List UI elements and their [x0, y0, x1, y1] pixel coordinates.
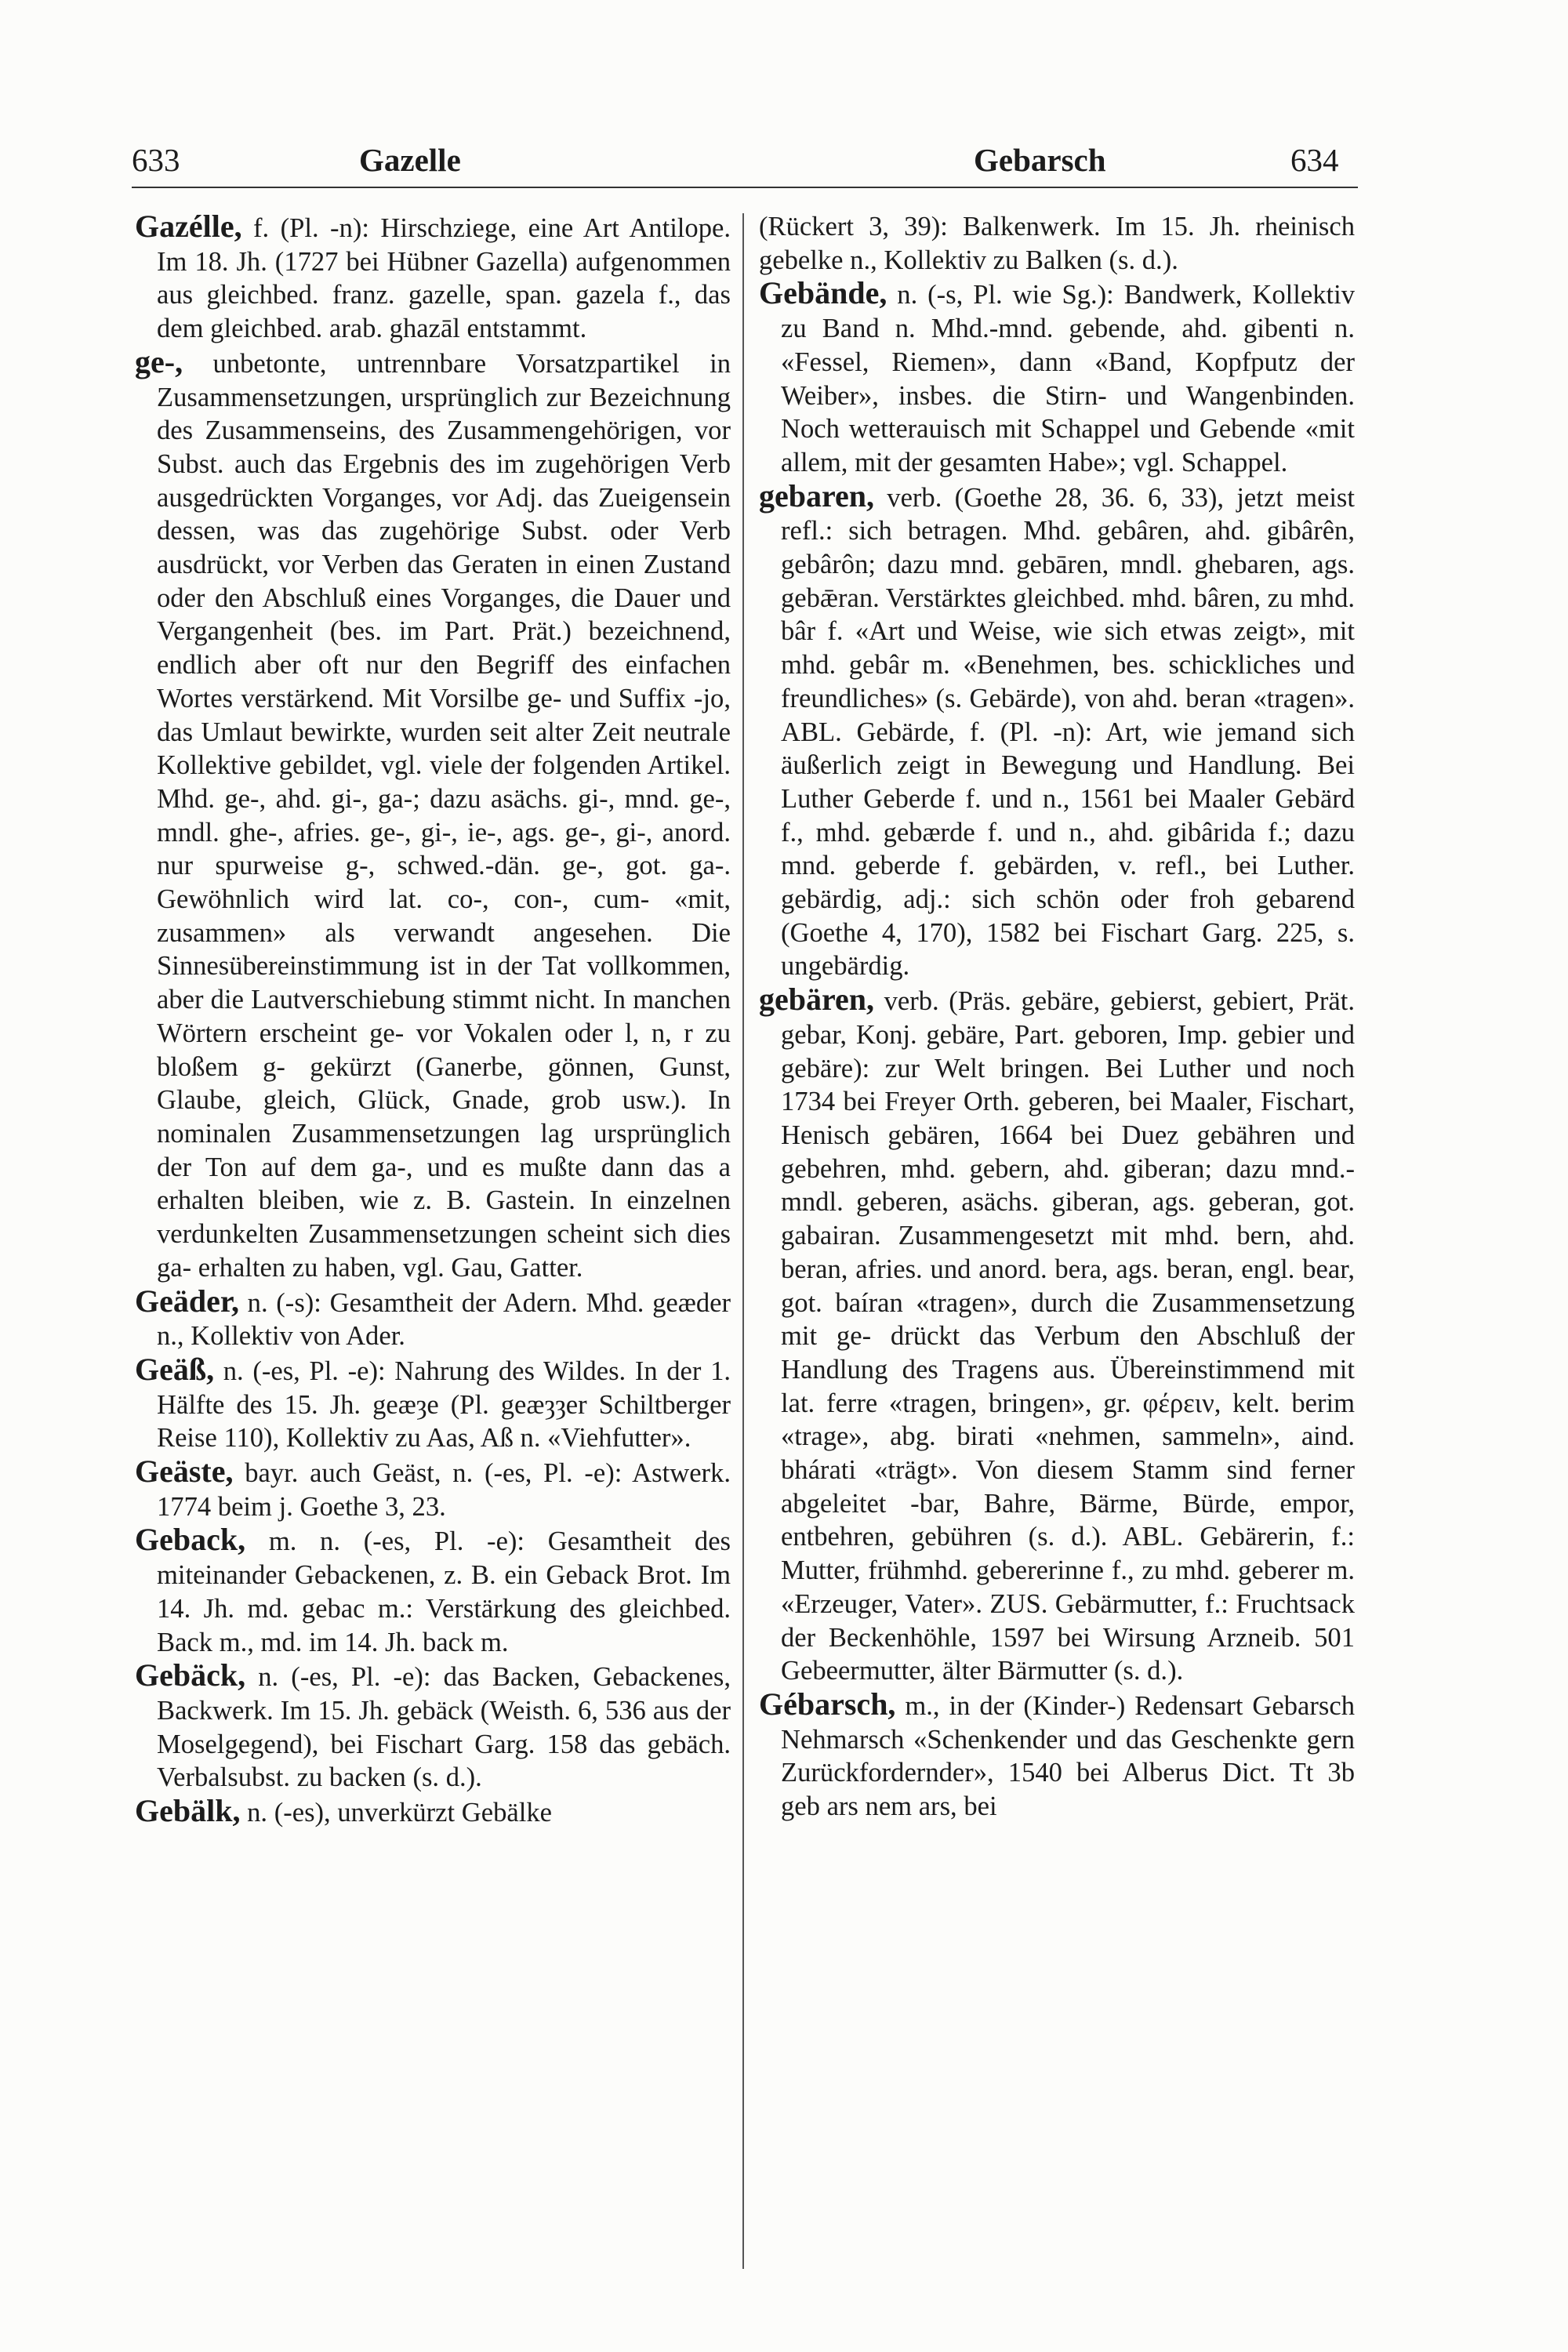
entry-text: verb. (Goethe 28, 36. 6, 33), jetzt meist refl.: sich betragen. Mhd. gebâren, ahd. gibârên, gebârôn; dazu mnd. gebāren, mndl. ghebaren, ags. gebǣran. Verstärktes gleichbed. mhd. bâren, zu mhd. bâr f. «Art und Weise, wie sich etwas zeigt», mit mhd. gebâr m. «Benehmen, bes. schickliches und freundliches» (s. Gebärde), von ahd. beran «tragen». ABL. Gebärde, f. (Pl. -n): Art, wie jemand sich äußerlich zeigt in Bewegung und Handlung. Bei Luther Geberde f. und n., 1561 bei Maaler Gebärd f., mhd. gebærde f. und n., ahd. gibârida f.; dazu mnd. geberde f. gebärden, v. refl., bei Luther. gebärdig, adj.: sich schön oder froh gebarend (Goethe 4, 170), 1582 bei Fischart Garg. 225, s. ungebärdig.	[781, 482, 1356, 982]
entry-text: verb. (Präs. gebäre, gebierst, gebiert, Prät. gebar, Konj. gebäre, Part. geboren, Imp. gebier und gebäre): zur Welt bringen. Bei Luther und noch 1734 bei Freyer Orth. geberen, bei Maaler, Fischart, Henisch gebären, 1664 bei Duez gebähren und gebehren, mhd. gebern, ahd. giberan; dazu mnd.-mndl. geberen, asächs. giberan, ags. geberan, got. gabairan. Zusammengesetzt mit mhd. bern, ahd. beran, afries. und anord. bera, ags. beran, engl. bear, got. baíran «tragen», durch die Zusammensetzung mit ge- drückt das Verbum den Abschluß der Handlung des Tragens aus. Übereinstimmend mit lat. ferre «tragen, bringen», gr. φέρειν, kelt. berim «trage», abg. birati «nehmen, sammeln», aind. bhárati «trägt». Von diesem Stamm sind ferner abgeleitet -bar, Bahre, Bärme, Bürde, empor, entbehren, gebühren (s. d.). ABL. Gebärerin, f.: Mutter, frühmhd. gebererinne f., zu mhd. geberer m. «Erzeuger, Vater». ZUS. Gebärmutter, f.: Fruchtsack der Beckenhöhle, 1597 bei Wirsung Arzneib. 501 Gebeermutter, älter Bärmutter (s. d.).	[781, 986, 1355, 1686]
entry	[135, 1285, 731, 1353]
left-column	[135, 210, 731, 1830]
entry-headword: gebären,	[759, 982, 875, 1018]
page-header	[132, 140, 1358, 180]
entry-text: n. (-s, Pl. wie Sg.): Bandwerk, Kollektiv zu Band n. Mhd.-mnd. gebende, ahd. gibenti n. «Fessel, Riemen», dann «Band, Kopfputz der Weiber», insbes. die Stirn- und Wangenbinden. Noch wetterauisch mit Schappel und Gebende «mit allem, mit der gesamten Habe»; vgl. Schappel.	[781, 280, 1355, 477]
entry	[759, 277, 1355, 479]
entry-headword: Geäder,	[135, 1283, 239, 1319]
right-column	[759, 210, 1355, 1824]
running-head-left: Gazelle	[359, 142, 461, 178]
entry-text: n. (-s): Gesamtheit der Adern. Mhd. geæder n., Kollektiv von Ader.	[157, 1287, 731, 1352]
entry-text: f. (Pl. -n): Hirschziege, eine Art Antilope. Im 18. Jh. (1727 bei Hübner Gazella) aufgenommen aus gleichbed. franz. gazelle, span. gazela f., das dem gleichbed. arab. ghazāl entstammt.	[157, 213, 731, 344]
page-number-right: 634	[1290, 142, 1339, 178]
page-number-left: 633	[132, 142, 180, 178]
entry	[135, 343, 731, 1285]
entry-headword: Gazélle,	[135, 209, 242, 244]
running-head-right: Gebarsch	[974, 142, 1106, 178]
entry-headword: Gebäck,	[135, 1657, 246, 1693]
header-rule	[132, 187, 1358, 188]
column-divider	[742, 213, 744, 2269]
entry	[135, 1795, 731, 1830]
entry-headword: Gebände,	[759, 275, 887, 311]
entry-text: m. n. (-es, Pl. -e): Gesamtheit des miteinander Gebackenen, z. B. ein Geback Brot. Im 14. Jh. md. gebac m.: Verstärkung des gleichbed. Back m., md. im 14. Jh. back m.	[157, 1526, 731, 1657]
entry-headword: Gebälk,	[135, 1793, 241, 1829]
entry-headword: Geäß,	[135, 1351, 215, 1387]
entry-headword: Geback,	[135, 1522, 246, 1558]
entry	[759, 983, 1355, 1688]
entry	[135, 1523, 731, 1659]
entry-headword: gebaren,	[759, 477, 875, 514]
entry-continuation: (Rückert 3, 39): Balkenwerk. Im 15. Jh. rheinisch gebelke n., Kollektiv zu Balken (s. d.).	[759, 212, 1355, 275]
entry	[759, 1688, 1355, 1824]
entry	[135, 1659, 731, 1795]
entry-text: n. (-es, Pl. -e): Nahrung des Wildes. In der 1. Hälfte des 15. Jh. geæȝe (Pl. geæȝȝer Schiltberger Reise 110), Kollektiv zu Aas, Aß n. «Viehfutter».	[157, 1356, 731, 1454]
entry-text: n. (-es, Pl. -e): das Backen, Gebackenes, Backwerk. Im 15. Jh. gebäck (Weisth. 6, 536 aus der Moselgegend), bei Fischart Garg. 158 das gebäch. Verbalsubst. zu backen (s. d.).	[157, 1662, 731, 1793]
entry-text: bayr. auch Geäst, n. (-es, Pl. -e): Astwerk. 1774 beim j. Goethe 3, 23.	[157, 1458, 731, 1522]
entry	[135, 1353, 731, 1455]
entry	[759, 477, 1356, 984]
entry-headword: Geäste,	[135, 1454, 234, 1490]
entry-text: unbetonte, untrennbare Vorsatzpartikel in Zusammensetzungen, ursprünglich zur Bezeichnung des Zusammenseins, des Zusammengehörigen, vor Subst. auch das Ergebnis des im zugehörigen Verb ausgedrückten Vorganges, vor Adj. das Zueigensein dessen, was das zugehörige Subst. oder Verb ausdrückt, vor Verben das Geraten in einen Zustand oder den Abschluß eines Vorganges, die Dauer und Vergangenheit (bes. im Part. Prät.) bezeichnend, endlich aber oft nur den Begriff des einfachen Wortes verstärkend. Mit Vorsilbe ge- und Suffix -jo, das Umlaut bewirkte, wurden seit alter Zeit neutrale Kollektive gebildet, vgl. viele der folgenden Artikel. Mhd. ge-, ahd. gi-, ga-; dazu asächs. gi-, mnd. ge-, mndl. ghe-, afries. ge-, gi-, ie-, ags. ge-, gi-, anord. nur spurweise g-, schwed.-dän. ge-, got. ga-. Gewöhnlich wird lat. co-, con-, cum- «mit, zusammen» als verwandt angesehen. Die Sinnesübereinstimmung ist in der Tat vollkommen, aber die Lautverschiebung stimmt nicht. In manchen Wörtern erscheint ge- vor Vokalen oder l, n, r zu bloßem g- gekürzt (Ganerbe, gönnen, Gunst, Glaube, gleich, Glück, Gnade, grob usw.). In nominalen Zusammensetzungen lag ursprünglich der Ton auf dem ga-, und es mußte dann das a erhalten bleiben, wie z. B. Gastein. In einzelnen verdunkelten Zusammensetzungen scheint sich dies ga- erhalten zu haben, vgl. Gau, Gatter.	[157, 348, 731, 1283]
entry	[135, 210, 731, 346]
entry	[135, 1455, 731, 1523]
entry-text: m., in der (Kinder-) Redensart Gebarsch Nehmarsch «Schenkender und das Geschenkte gern Zurückfordernder», 1540 bei Alberus Dict. Tt 3b geb ars nem ars, bei	[781, 1690, 1355, 1822]
entry-text: n. (-es), unverkürzt Gebälke	[240, 1798, 552, 1828]
entry-headword: ge-,	[135, 343, 183, 379]
entry-headword: Gébarsch,	[759, 1686, 896, 1722]
